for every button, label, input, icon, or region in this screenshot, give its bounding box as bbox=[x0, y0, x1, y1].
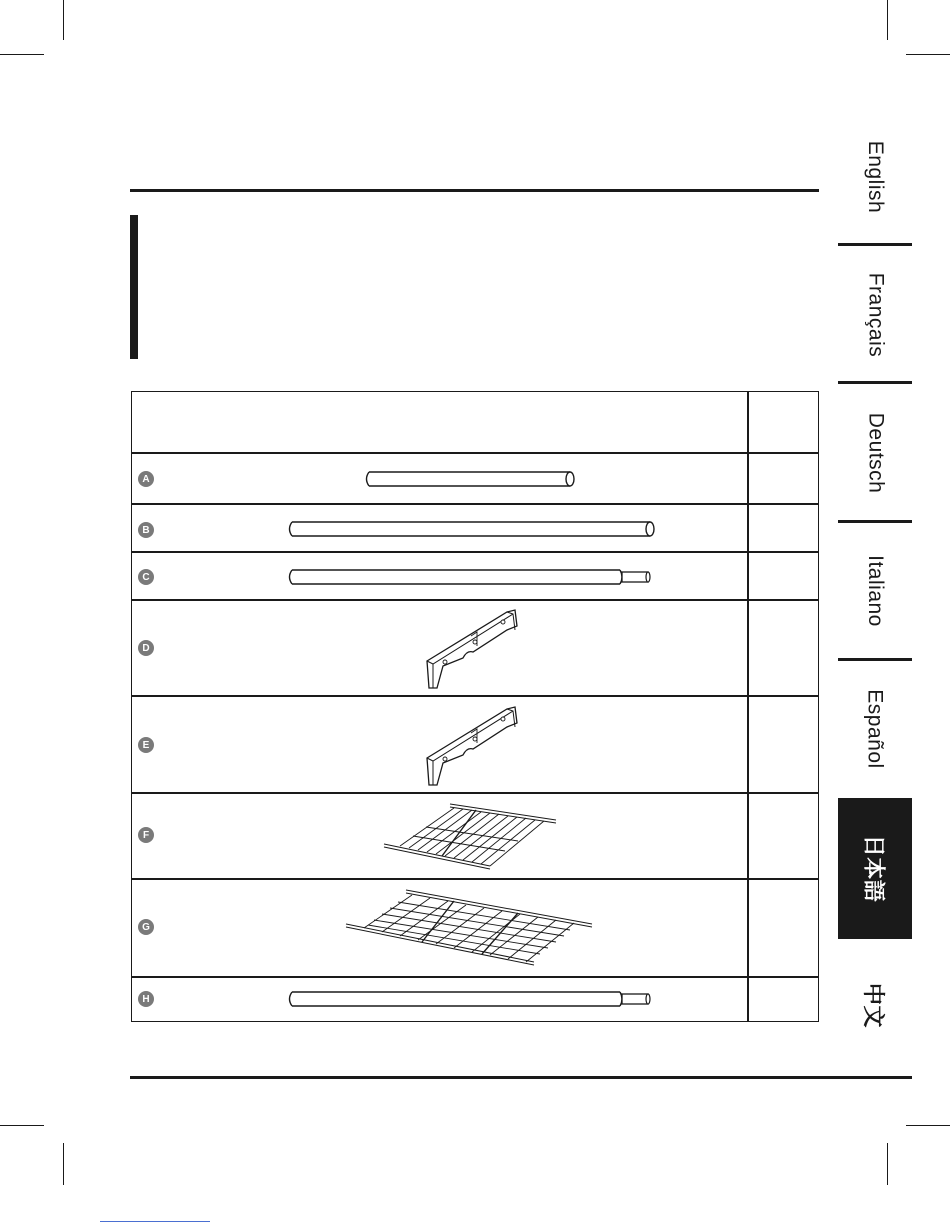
tab-separator bbox=[838, 381, 912, 384]
part-badge-g: G bbox=[138, 919, 154, 935]
crop-mark-bottom-left-h bbox=[0, 1125, 44, 1126]
tab-separator bbox=[838, 520, 912, 523]
tab-espanol[interactable] bbox=[838, 664, 912, 794]
small-wire-shelf-illustration bbox=[378, 798, 562, 872]
short-tube-illustration bbox=[360, 468, 580, 490]
part-badge-a: A bbox=[138, 471, 154, 487]
tab-francais-label: Français bbox=[864, 272, 887, 358]
crop-mark-top-right-v bbox=[887, 0, 888, 40]
long-tube-with-connector-illustration bbox=[284, 988, 658, 1010]
tab-italiano-label: Italiano bbox=[864, 555, 887, 627]
top-rule bbox=[130, 189, 819, 192]
tab-separator bbox=[838, 658, 912, 661]
tab-japanese[interactable] bbox=[838, 798, 912, 939]
large-wire-shelf-illustration bbox=[342, 884, 598, 968]
long-tube-illustration bbox=[284, 518, 658, 540]
table-row-divider bbox=[131, 792, 819, 794]
table-row-divider bbox=[131, 976, 819, 978]
tab-francais[interactable] bbox=[838, 250, 912, 380]
part-badge-h: H bbox=[138, 991, 154, 1007]
tab-chinese-label: 中文 bbox=[861, 982, 887, 1028]
tab-separator bbox=[838, 243, 912, 246]
tab-deutsch-label: Deutsch bbox=[864, 412, 888, 494]
part-badge-c: C bbox=[138, 569, 154, 585]
table-header-divider bbox=[131, 452, 819, 454]
section-marker-bar bbox=[130, 215, 138, 359]
part-badge-d: D bbox=[138, 640, 154, 656]
side-bracket-illustration bbox=[415, 703, 525, 788]
part-badge-f: F bbox=[138, 827, 154, 843]
tab-deutsch[interactable] bbox=[838, 388, 912, 518]
side-bracket-illustration bbox=[415, 606, 525, 691]
footer-link-underline bbox=[100, 1221, 210, 1222]
table-row-divider bbox=[131, 503, 819, 505]
part-badge-b: B bbox=[138, 522, 154, 538]
table-row-divider bbox=[131, 695, 819, 697]
long-tube-with-connector-illustration bbox=[284, 566, 658, 588]
tab-english-label: English bbox=[863, 140, 887, 214]
bottom-rule bbox=[130, 1076, 912, 1079]
crop-mark-bottom-left-v bbox=[63, 1143, 64, 1185]
crop-mark-top-left-v bbox=[63, 0, 64, 40]
tab-italiano[interactable] bbox=[838, 526, 912, 656]
tab-chinese[interactable] bbox=[838, 950, 912, 1060]
crop-mark-bottom-right-h bbox=[906, 1125, 950, 1126]
crop-mark-bottom-right-v bbox=[887, 1143, 888, 1185]
tab-english[interactable] bbox=[838, 112, 912, 242]
table-row-divider bbox=[131, 878, 819, 880]
table-row-divider bbox=[131, 551, 819, 553]
table-row-divider bbox=[131, 599, 819, 601]
crop-mark-top-right-h bbox=[906, 54, 950, 55]
quantity-column-divider bbox=[747, 391, 749, 1022]
part-badge-e: E bbox=[138, 737, 154, 753]
tab-japanese-label: 日本語 bbox=[861, 834, 887, 903]
tab-espanol-label: Español bbox=[864, 689, 888, 769]
crop-mark-top-left-h bbox=[0, 54, 44, 55]
